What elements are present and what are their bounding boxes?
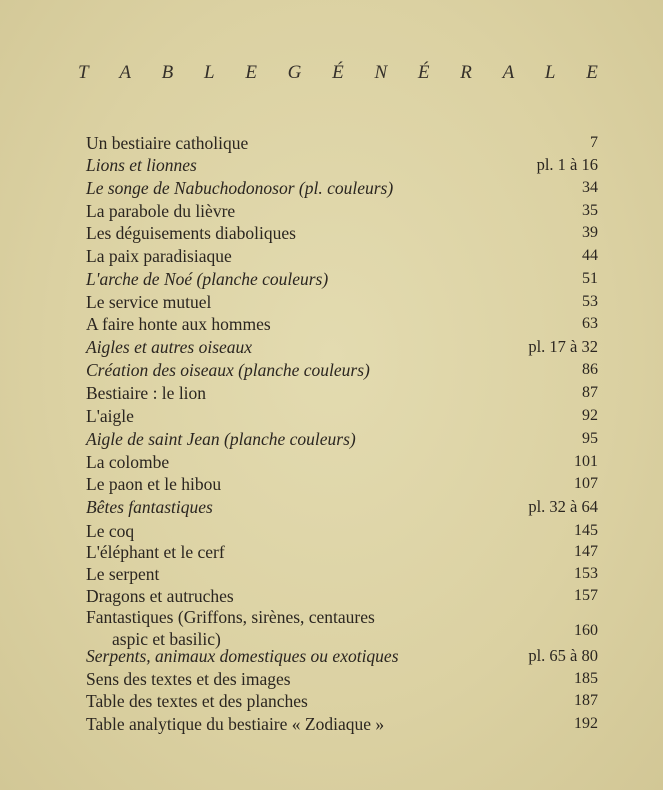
toc-entry [86, 645, 606, 667]
toc-entry [86, 563, 606, 585]
toc-entry-title: A faire honte aux hommes [86, 314, 271, 334]
toc-entry-title: Création des oiseaux (planche couleurs) [86, 360, 370, 380]
toc-entry [86, 132, 606, 154]
toc-entry-title: Les déguisements diaboliques [86, 223, 296, 243]
toc-entry-title: L'aigle [86, 406, 134, 426]
toc-entry-page: 39 [582, 224, 598, 241]
toc-entry-title: Table analytique du bestiaire « Zodiaque » [86, 714, 385, 734]
toc-entry-title: La colombe [86, 452, 170, 472]
toc-entry [86, 154, 606, 176]
toc-entry-title: La paix paradisiaque [86, 246, 232, 266]
toc-entry-page: pl. 17 à 32 [528, 337, 598, 356]
toc-entry [86, 359, 606, 381]
toc-entry-page: 147 [574, 543, 598, 560]
toc-entry-page: 157 [574, 587, 598, 604]
toc-entry-title: Fantastiques (Griffons, sirènes, centaures [86, 607, 375, 627]
toc-entry-page: 92 [582, 407, 598, 424]
toc-entry-title-continued: aspic et basilic) [112, 629, 221, 649]
toc-entry-page: 101 [574, 453, 598, 470]
toc-entry-page: 153 [574, 565, 598, 582]
toc-entry [86, 268, 606, 290]
toc-entry [86, 291, 606, 313]
toc-entry-title: Un bestiaire catholique [86, 133, 249, 153]
toc-entry [86, 428, 606, 450]
toc-entry-title: L'arche de Noé (planche couleurs) [86, 269, 329, 289]
toc-entry-page: 7 [590, 134, 598, 151]
toc-entry-title: Bêtes fantastiques [86, 497, 213, 517]
toc-entry-title: Aigles et autres oiseaux [86, 337, 253, 357]
toc-entry-title: Le coq [86, 521, 135, 541]
toc-entry-page: pl. 32 à 64 [528, 497, 598, 516]
toc-entry-page: 63 [582, 315, 598, 332]
toc-entry-page: 95 [582, 430, 598, 447]
toc-entry [86, 473, 606, 495]
toc-entry [86, 606, 606, 649]
toc-entry-title: Dragons et autruches [86, 586, 234, 606]
toc-entry-page: 35 [582, 202, 598, 219]
toc-entry-page: 44 [582, 247, 598, 264]
toc-entry [86, 520, 606, 542]
toc-entry-page: 187 [574, 692, 598, 709]
toc-entry [86, 690, 606, 712]
toc-entry-page: 51 [582, 270, 598, 287]
toc-entry-title: Table des textes et des planches [86, 691, 308, 711]
toc-entry [86, 245, 606, 267]
toc-entry [86, 496, 606, 518]
toc-entry-title: Sens des textes et des images [86, 669, 291, 689]
toc-entry [86, 405, 606, 427]
toc-entry [86, 668, 606, 690]
page-title: T A B L E G É N É R A L E [78, 62, 598, 83]
toc-entry-title: Le service mutuel [86, 292, 212, 312]
toc-entry-page: 160 [574, 622, 598, 639]
toc-entry-page: pl. 65 à 80 [528, 646, 598, 665]
toc-entry [86, 713, 606, 735]
toc-entry [86, 382, 606, 404]
toc-entry-title: Aigle de saint Jean (planche couleurs) [86, 429, 356, 449]
toc-entry [86, 177, 606, 199]
toc-entry [86, 585, 606, 607]
toc-entry-title: Serpents, animaux domestiques ou exotiques [86, 646, 399, 666]
toc-entry [86, 336, 606, 358]
toc-entry-title: La parabole du lièvre [86, 201, 236, 221]
toc-entry-title: Le paon et le hibou [86, 474, 222, 494]
toc-entry-page: 185 [574, 670, 598, 687]
toc-entry-page: 86 [582, 361, 598, 378]
toc-entry-page: 145 [574, 522, 598, 539]
toc-entry [86, 200, 606, 222]
toc-entry-title: Bestiaire : le lion [86, 383, 207, 403]
toc-entry [86, 313, 606, 335]
toc-entry-page: 87 [582, 384, 598, 401]
toc-entry-page: 53 [582, 293, 598, 310]
toc-entry-title: Le songe de Nabuchodonosor (pl. couleurs) [86, 178, 394, 198]
toc-entry-title: Lions et lionnes [86, 155, 197, 175]
toc-entry [86, 541, 606, 563]
toc-entry-page: 34 [582, 179, 598, 196]
toc-entry-page: 192 [574, 715, 598, 732]
toc-entry-page: 107 [574, 475, 598, 492]
toc-entry [86, 451, 606, 473]
toc-entry [86, 222, 606, 244]
toc-entry-title: L'éléphant et le cerf [86, 542, 225, 562]
toc-entry-title: Le serpent [86, 564, 160, 584]
toc-entry-page: pl. 1 à 16 [536, 155, 598, 174]
